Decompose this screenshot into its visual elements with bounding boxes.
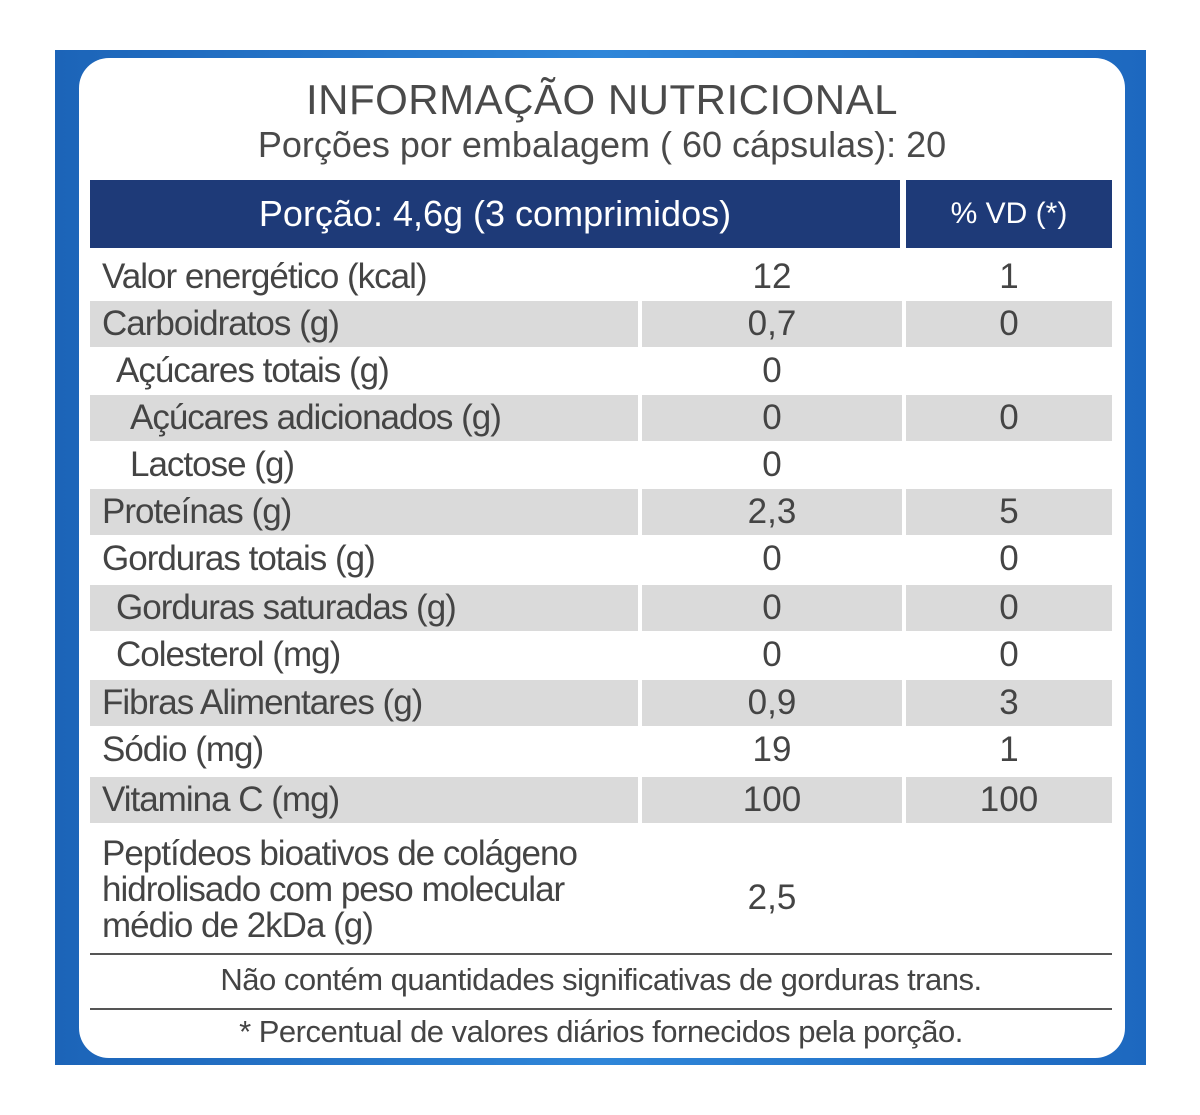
nutrient-name: Gorduras saturadas (g) [90,585,638,631]
nutrient-name: Colesterol (mg) [116,635,341,674]
nutrient-row [90,301,1112,347]
nutrient-amount: 0 [642,395,902,441]
nutrient-amount: 100 [642,777,902,823]
nutrient-name: Açúcares totais (g) [116,351,389,390]
trans-fat-note: Não contém quantidades significativas de gorduras trans. [220,962,982,997]
nutrient-vd: 0 [906,395,1112,441]
nutrient-amount: 0 [762,635,782,674]
nutrient-name: Fibras Alimentares (g) [90,680,638,726]
nutrient-vd: 1 [999,730,1019,769]
nutrient-vd: 0 [906,301,1112,347]
nutrient-name: Sódio (mg) [102,730,264,769]
nutrient-amount: 19 [752,730,792,769]
nutrient-row [90,489,1112,535]
nutrient-amount: 0 [762,445,782,484]
nutrient-row [90,348,1112,394]
nutrient-name: Lactose (g) [130,445,295,484]
nutrient-row [90,727,1112,773]
nutrient-row [90,442,1112,488]
nutrient-amount: 0 [762,539,782,578]
nutrient-row [90,585,1112,631]
nutrient-vd: 100 [906,777,1112,823]
nutrient-name: Proteínas (g) [90,489,638,535]
vd-header: % VD (*) [906,180,1112,248]
nutrient-row [90,632,1112,678]
peptide-amount: 2,5 [747,878,797,917]
nutrient-vd: 0 [906,585,1112,631]
peptide-name-line: hidrolisado com peso molecular [102,870,565,909]
servings-per-package: Porções por embalagem ( 60 cápsulas): 20 [257,124,947,165]
label-title: INFORMAÇÃO NUTRICIONAL [305,76,899,123]
nutrient-name: Valor energético (kcal) [102,257,427,296]
nutrient-name: Açúcares adicionados (g) [90,395,638,441]
nutrient-vd: 1 [999,257,1019,296]
divider-line [90,1008,1112,1010]
nutrient-amount: 0 [762,351,782,390]
nutrient-row [90,395,1112,441]
footnote: * Percentual de valores diários fornecidos pela porção. [239,1014,963,1049]
nutrient-row [90,536,1112,582]
nutrient-row [90,777,1112,823]
nutrient-amount: 0 [642,585,902,631]
nutrient-amount: 0,9 [642,680,902,726]
nutrient-name: Gorduras totais (g) [102,539,375,578]
nutrient-vd: 0 [999,539,1019,578]
nutrient-amount: 2,3 [642,489,902,535]
peptide-name [102,836,622,944]
nutrient-amount: 0,7 [642,301,902,347]
portion-header: Porção: 4,6g (3 comprimidos) [90,180,900,248]
nutrient-vd: 0 [999,635,1019,674]
nutrient-amount: 12 [752,257,792,296]
divider-line [90,953,1112,955]
nutrient-vd: 5 [906,489,1112,535]
nutrient-name: Vitamina C (mg) [90,777,638,823]
nutrient-row [90,254,1112,300]
nutrient-vd [906,442,1112,488]
nutrient-vd [906,348,1112,394]
nutrient-row [90,680,1112,726]
peptide-name-line: Peptídeos bioativos de colágeno [102,834,577,873]
peptide-name-line: médio de 2kDa (g) [102,906,373,945]
nutrient-vd: 3 [906,680,1112,726]
nutrient-name: Carboidratos (g) [90,301,638,347]
